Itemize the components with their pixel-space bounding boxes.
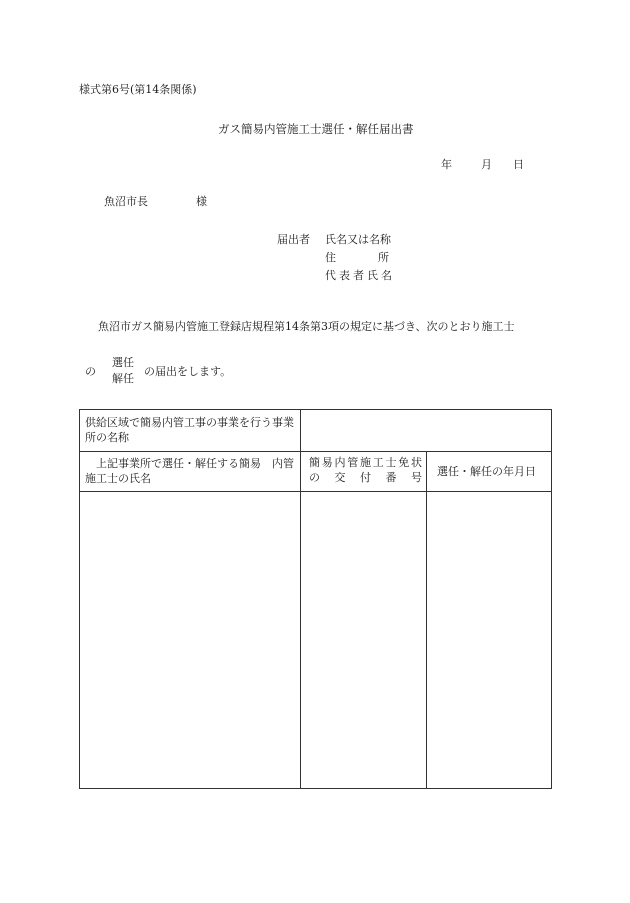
table-column-divider	[300, 410, 301, 788]
choice-appointment: 選任	[112, 356, 134, 369]
appointment-date-header: 選任・解任の年月日	[437, 465, 536, 478]
applicant-address-label-part2: 所	[378, 251, 389, 264]
applicant-name-label: 氏名又は名称	[325, 233, 391, 246]
form-reference: 様式第6号(第14条関係)	[79, 83, 197, 96]
applicant-label: 届出者	[277, 233, 310, 246]
addressee-name: 魚沼市長	[104, 195, 148, 208]
applicant-representative-label: 代表者氏名	[325, 269, 395, 282]
choice-dismissal: 解任	[112, 372, 134, 385]
office-name-header: 供給区域で簡易内管工事の事業を行う事業所の名称	[85, 416, 294, 444]
body-tail-text: の届出をします。	[144, 365, 232, 378]
installer-name-header: 上記事業所で選任・解任する簡易 内管施工士の氏名	[85, 457, 294, 485]
form-table	[79, 409, 552, 789]
applicant-address-label-part1: 住	[325, 251, 336, 264]
date-day-label: 日	[513, 158, 524, 171]
license-number-header: 簡易内管施工士免状の交付番号	[309, 456, 423, 484]
table-row-divider	[80, 491, 551, 492]
body-particle: の	[85, 365, 96, 378]
table-row-divider	[80, 451, 551, 452]
date-month-label: 月	[481, 158, 492, 171]
table-column-divider	[426, 451, 427, 788]
date-year-label: 年	[441, 158, 452, 171]
body-text: 魚沼市ガス簡易内管施工登録店規程第14条第3項の規定に基づき、次のとおり施工士	[98, 320, 515, 333]
document-title: ガス簡易内管施工士選任・解任届出書	[218, 122, 414, 136]
addressee-honorific: 様	[196, 195, 207, 208]
